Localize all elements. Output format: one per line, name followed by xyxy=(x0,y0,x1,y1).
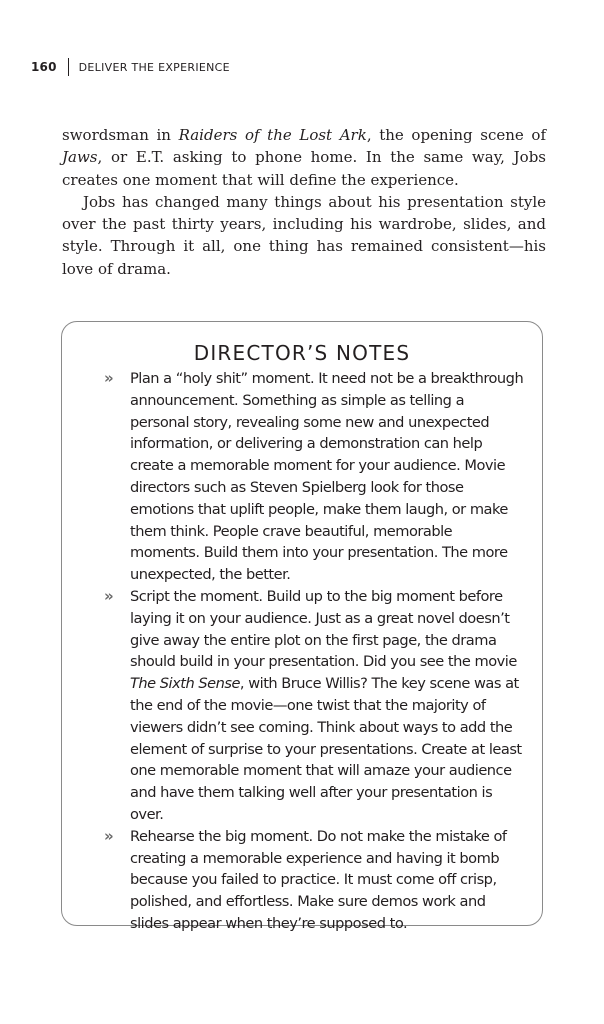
note-text-a: Script the moment. Build up to the big moment before laying it on your audience. Just as a great novel doesn’t give away the entire plot on the first page, the drama should build in your presentation. Did you see the movie xyxy=(130,587,517,671)
header-divider xyxy=(68,58,69,76)
double-chevron-icon: » xyxy=(104,586,113,605)
double-chevron-icon: » xyxy=(104,369,113,387)
running-title: DELIVER THE EXPERIENCE xyxy=(78,60,230,74)
p1-text-a: swordsman in xyxy=(62,126,179,144)
p1-title-raiders: Raiders of the Lost Ark xyxy=(178,126,367,144)
list-item xyxy=(104,368,524,586)
double-chevron-icon: » xyxy=(104,826,113,845)
directors-notes-title: DIRECTOR’S NOTES xyxy=(193,341,411,365)
paragraph-2: Jobs has changed many things about his presentation style over the past thirty years, including his wardrobe, slides, and style. Through it all, one thing has remained consistent—his love of drama. xyxy=(62,192,546,278)
p1-text-e: , or E.T. asking to phone home. In the same way, Jobs creates one moment that will define the experience. xyxy=(62,148,546,189)
body-text xyxy=(62,124,546,280)
note-text: Rehearse the big moment. Do not make the mistake of creating a memorable experience and having it bomb because you failed to practice. It must come off crisp, polished, and effortless. Make sure demos work and slides appear when they’re supposed to. xyxy=(130,827,507,932)
list-item xyxy=(104,586,524,826)
p1-text-c: , the opening scene of xyxy=(366,126,547,144)
page-header xyxy=(31,58,230,76)
directors-notes-list xyxy=(104,368,524,935)
page-number: 160 xyxy=(31,60,57,74)
list-item xyxy=(104,826,524,935)
note-text: Plan a “holy shit” moment. It need not be a breakthrough announcement. Something as simple as telling a personal story, revealing some new and unexpected information, or delivering a demonstration can help create a memorable moment for your audience. Movie directors such as Steven Spielberg look for those emotions that uplift people, make them laugh, or make them think. People crave beautiful, memorable moments. Build them into your presentation. The more unexpected, the better. xyxy=(130,370,524,584)
note-text-c: , with Bruce Willis? The key scene was at the end of the movie—one twist that the majority of viewers didn’t see coming. Think about ways to add the element of surprise to your presentations. Create at least one memorable moment that will amaze your audience and have them talking well after your presentation is over. xyxy=(130,675,522,823)
note-movie-title: The Sixth Sense xyxy=(130,675,240,693)
paragraph-1 xyxy=(62,124,546,191)
p1-title-jaws: Jaws xyxy=(62,148,98,167)
